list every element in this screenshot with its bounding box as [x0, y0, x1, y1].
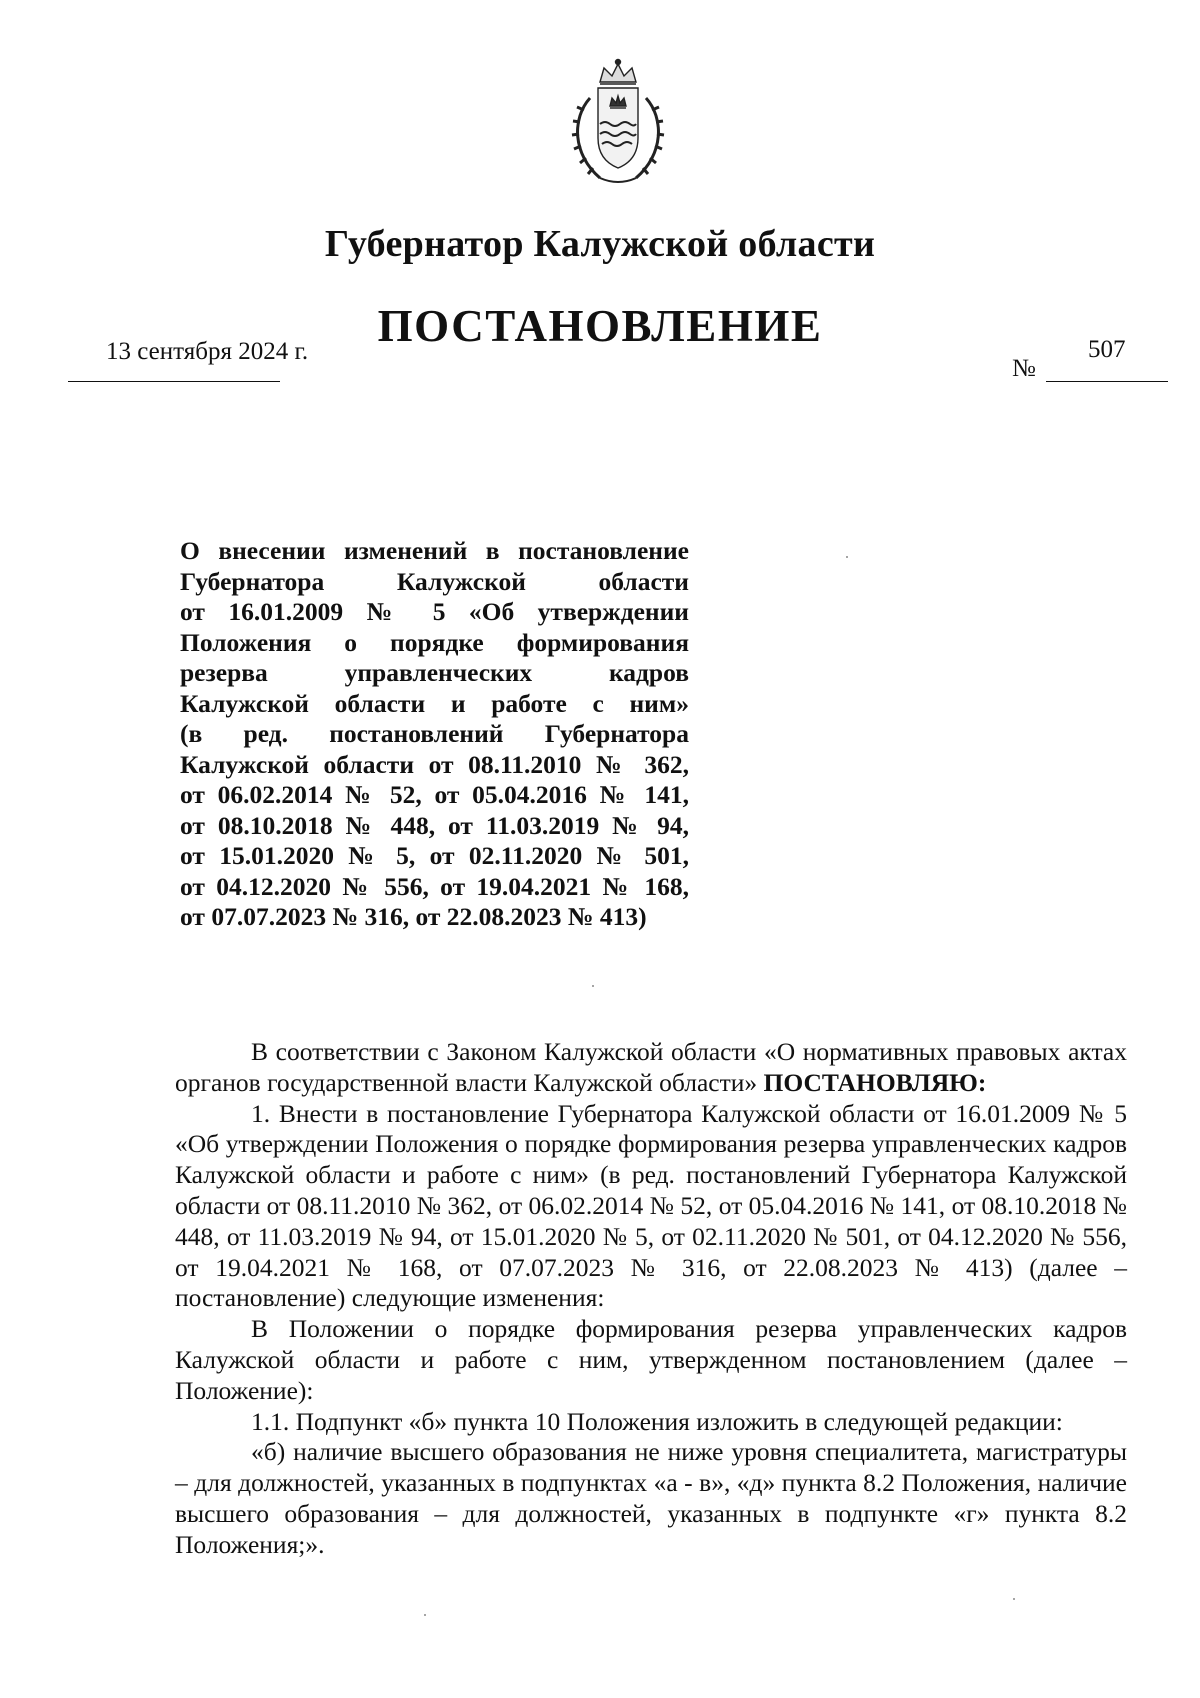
- subject-line: от 04.12.2020 № 556, от 19.04.2021 № 168,: [180, 871, 689, 901]
- document-type: ПОСТАНОВЛЕНИЕ: [377, 301, 823, 351]
- paragraph-2: В Положении о порядке формирования резерва управленческих кадров Калужской области и работе с ним, утвержденном постановлением (далее – Положение):: [175, 1314, 1127, 1405]
- preamble-text: В соответствии с Законом Калужской области «О нормативных правовых актах органов государственной власти Калужской области»: [175, 1037, 1127, 1097]
- subject-line: от 15.01.2020 № 5, от 02.11.2020 № 501,: [180, 841, 689, 870]
- subject-line: Калужской области от 08.11.2010 № 362,: [180, 749, 689, 779]
- paragraph-1-1: 1.1. Подпункт «б» пункта 10 Положения изложить в следующей редакции:: [251, 1406, 1063, 1436]
- subject-line: Калужской области и работе с ним»: [180, 688, 689, 718]
- paragraph-1: 1. Внести в постановление Губернатора Калужской области от 16.01.2009 № 5 «Об утверждении Положения о порядке формирования резерва управленческих кадров Калужской области и работе с ним» (в ред. постановлений Губернатора Калужской области от 08.11.2010 № 362, от 06.02.2014 № 52, от 05.04.2016 № 141, от 08.10.2018 № 448, от 11.03.2019 № 94, от 15.01.2020 № 5, от 02.11.2020 № 501, от 04.12.2020 № 556, от 19.04.2021 № 168, от 07.07.2023 № 316, от 22.08.2023 № 413) (далее – постановление) следующие изменения:: [175, 1098, 1127, 1313]
- subject-line: резерва управленческих кадров: [180, 658, 689, 687]
- paragraph-b-quote: «б) наличие высшего образования не ниже уровня специалитета, магистратуры – для должностей, указанных в подпунктах «а - в», «д» пункта 8.2 Положения, наличие высшего образования – для должностей, указанных в подпункте «г» пункта 8.2 Положения;».: [175, 1437, 1127, 1559]
- document-subject: [180, 536, 689, 933]
- subject-line: от 07.07.2023 № 316, от 22.08.2023 № 413): [180, 902, 647, 931]
- preamble-paragraph: [175, 1037, 1127, 1099]
- date-underline: [68, 381, 280, 382]
- subject-line: (в ред. постановлений Губернатора: [180, 719, 689, 748]
- subject-line: от 16.01.2009 № 5 «Об утверждении: [180, 597, 689, 626]
- subject-line: от 08.10.2018 № 448, от 11.03.2019 № 94,: [180, 810, 689, 840]
- document-date: 13 сентября 2024 г.: [106, 338, 309, 365]
- number-underline: [1046, 381, 1168, 382]
- scan-speck: [1013, 1598, 1015, 1600]
- number-sign: №: [1012, 355, 1036, 382]
- scan-speck: [592, 985, 594, 987]
- subject-line: О внесении изменений в постановление: [180, 536, 689, 565]
- scan-speck: [846, 556, 848, 558]
- scan-speck: [424, 1614, 426, 1616]
- subject-line: от 06.02.2014 № 52, от 05.04.2016 № 141,: [180, 780, 689, 809]
- document-number: 507: [1088, 336, 1126, 363]
- coat-of-arms-icon: [560, 58, 676, 190]
- document-body: [175, 1037, 1127, 1561]
- authority-title: Губернатор Калужской области: [324, 223, 876, 265]
- decree-keyword: ПОСТАНОВЛЯЮ:: [763, 1067, 987, 1097]
- subject-line: Губернатора Калужской области: [180, 566, 689, 596]
- subject-line: Положения о порядке формирования: [180, 627, 689, 657]
